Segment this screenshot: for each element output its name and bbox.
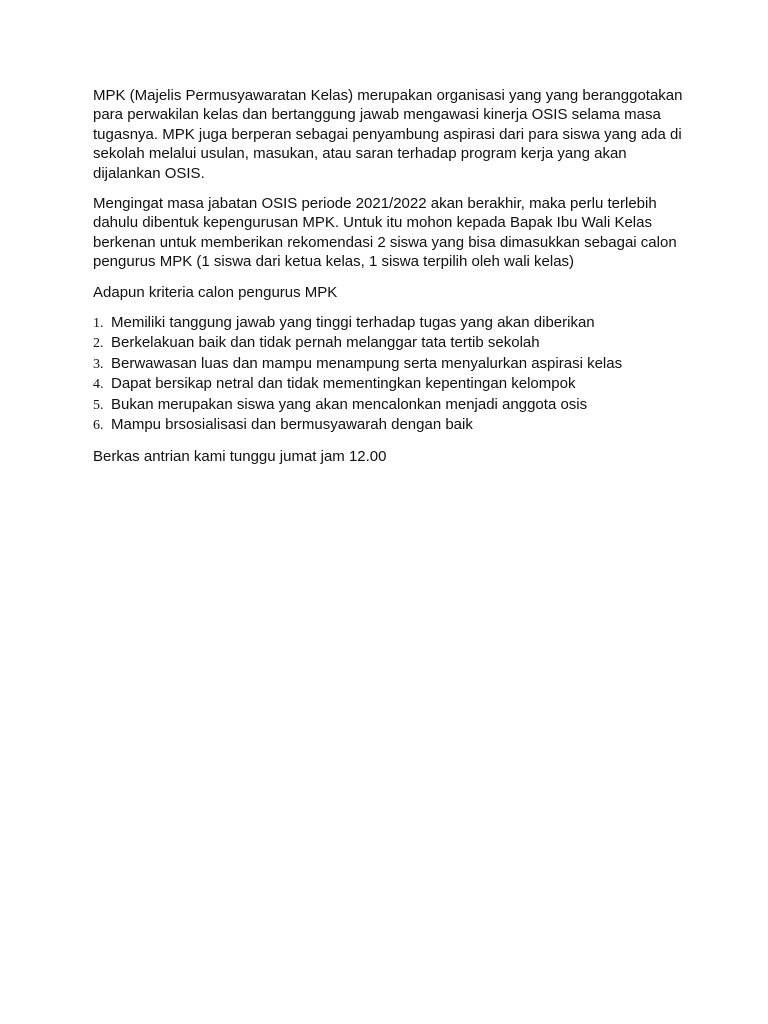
list-number: 3. (93, 356, 104, 372)
list-number: 4. (93, 377, 104, 393)
list-item (93, 374, 683, 394)
list-text: Dapat bersikap netral dan tidak mementingkan kepentingan kelompok (111, 375, 576, 393)
list-number: 1. (93, 316, 104, 332)
intro-paragraph: MPK (Majelis Permusyawaratan Kelas) merupakan organisasi yang yang beranggotakan para perwakilan kelas dan bertanggung jawab mengawasi kinerja OSIS selama masa tugasnya. MPK juga berperan sebagai penyambung aspirasi dari para siswa yang ada di sekolah melalui usulan, masukan, atau saran terhadap program kerja yang akan dijalankan OSIS. (93, 87, 683, 182)
list-item (93, 333, 683, 353)
request-paragraph: Mengingat masa jabatan OSIS periode 2021/2022 akan berakhir, maka perlu terlebih dahulu dibentuk kepengurusan MPK. Untuk itu mohon kepada Bapak Ibu Wali Kelas berkenan untuk memberikan rekomendasi 2 siswa yang bisa dimasukkan sebagai calon pengurus MPK (1 siswa dari ketua kelas, 1 siswa terpilih oleh wali kelas) (93, 195, 677, 271)
list-number: 5. (93, 397, 104, 413)
list-text: Berkelakuan baik dan tidak pernah melanggar tata tertib sekolah (111, 334, 540, 352)
list-number: 6. (93, 418, 104, 434)
list-item (93, 415, 683, 435)
list-item (93, 354, 683, 374)
list-text: Memiliki tanggung jawab yang tinggi terhadap tugas yang akan diberikan (111, 314, 595, 332)
list-item (93, 395, 683, 415)
document-page (93, 86, 683, 477)
list-item (93, 313, 683, 333)
criteria-heading: Adapun kriteria calon pengurus MPK (93, 283, 338, 301)
criteria-list (93, 313, 683, 435)
closing-paragraph: Berkas antrian kami tunggu jumat jam 12.00 (93, 447, 387, 465)
list-text: Mampu brsosialisasi dan bermusyawarah dengan baik (111, 416, 473, 434)
list-text: Bukan merupakan siswa yang akan mencalonkan menjadi anggota osis (111, 395, 588, 413)
list-text: Berwawasan luas dan mampu menampung serta menyalurkan aspirasi kelas (111, 354, 623, 372)
list-number: 2. (93, 336, 104, 352)
